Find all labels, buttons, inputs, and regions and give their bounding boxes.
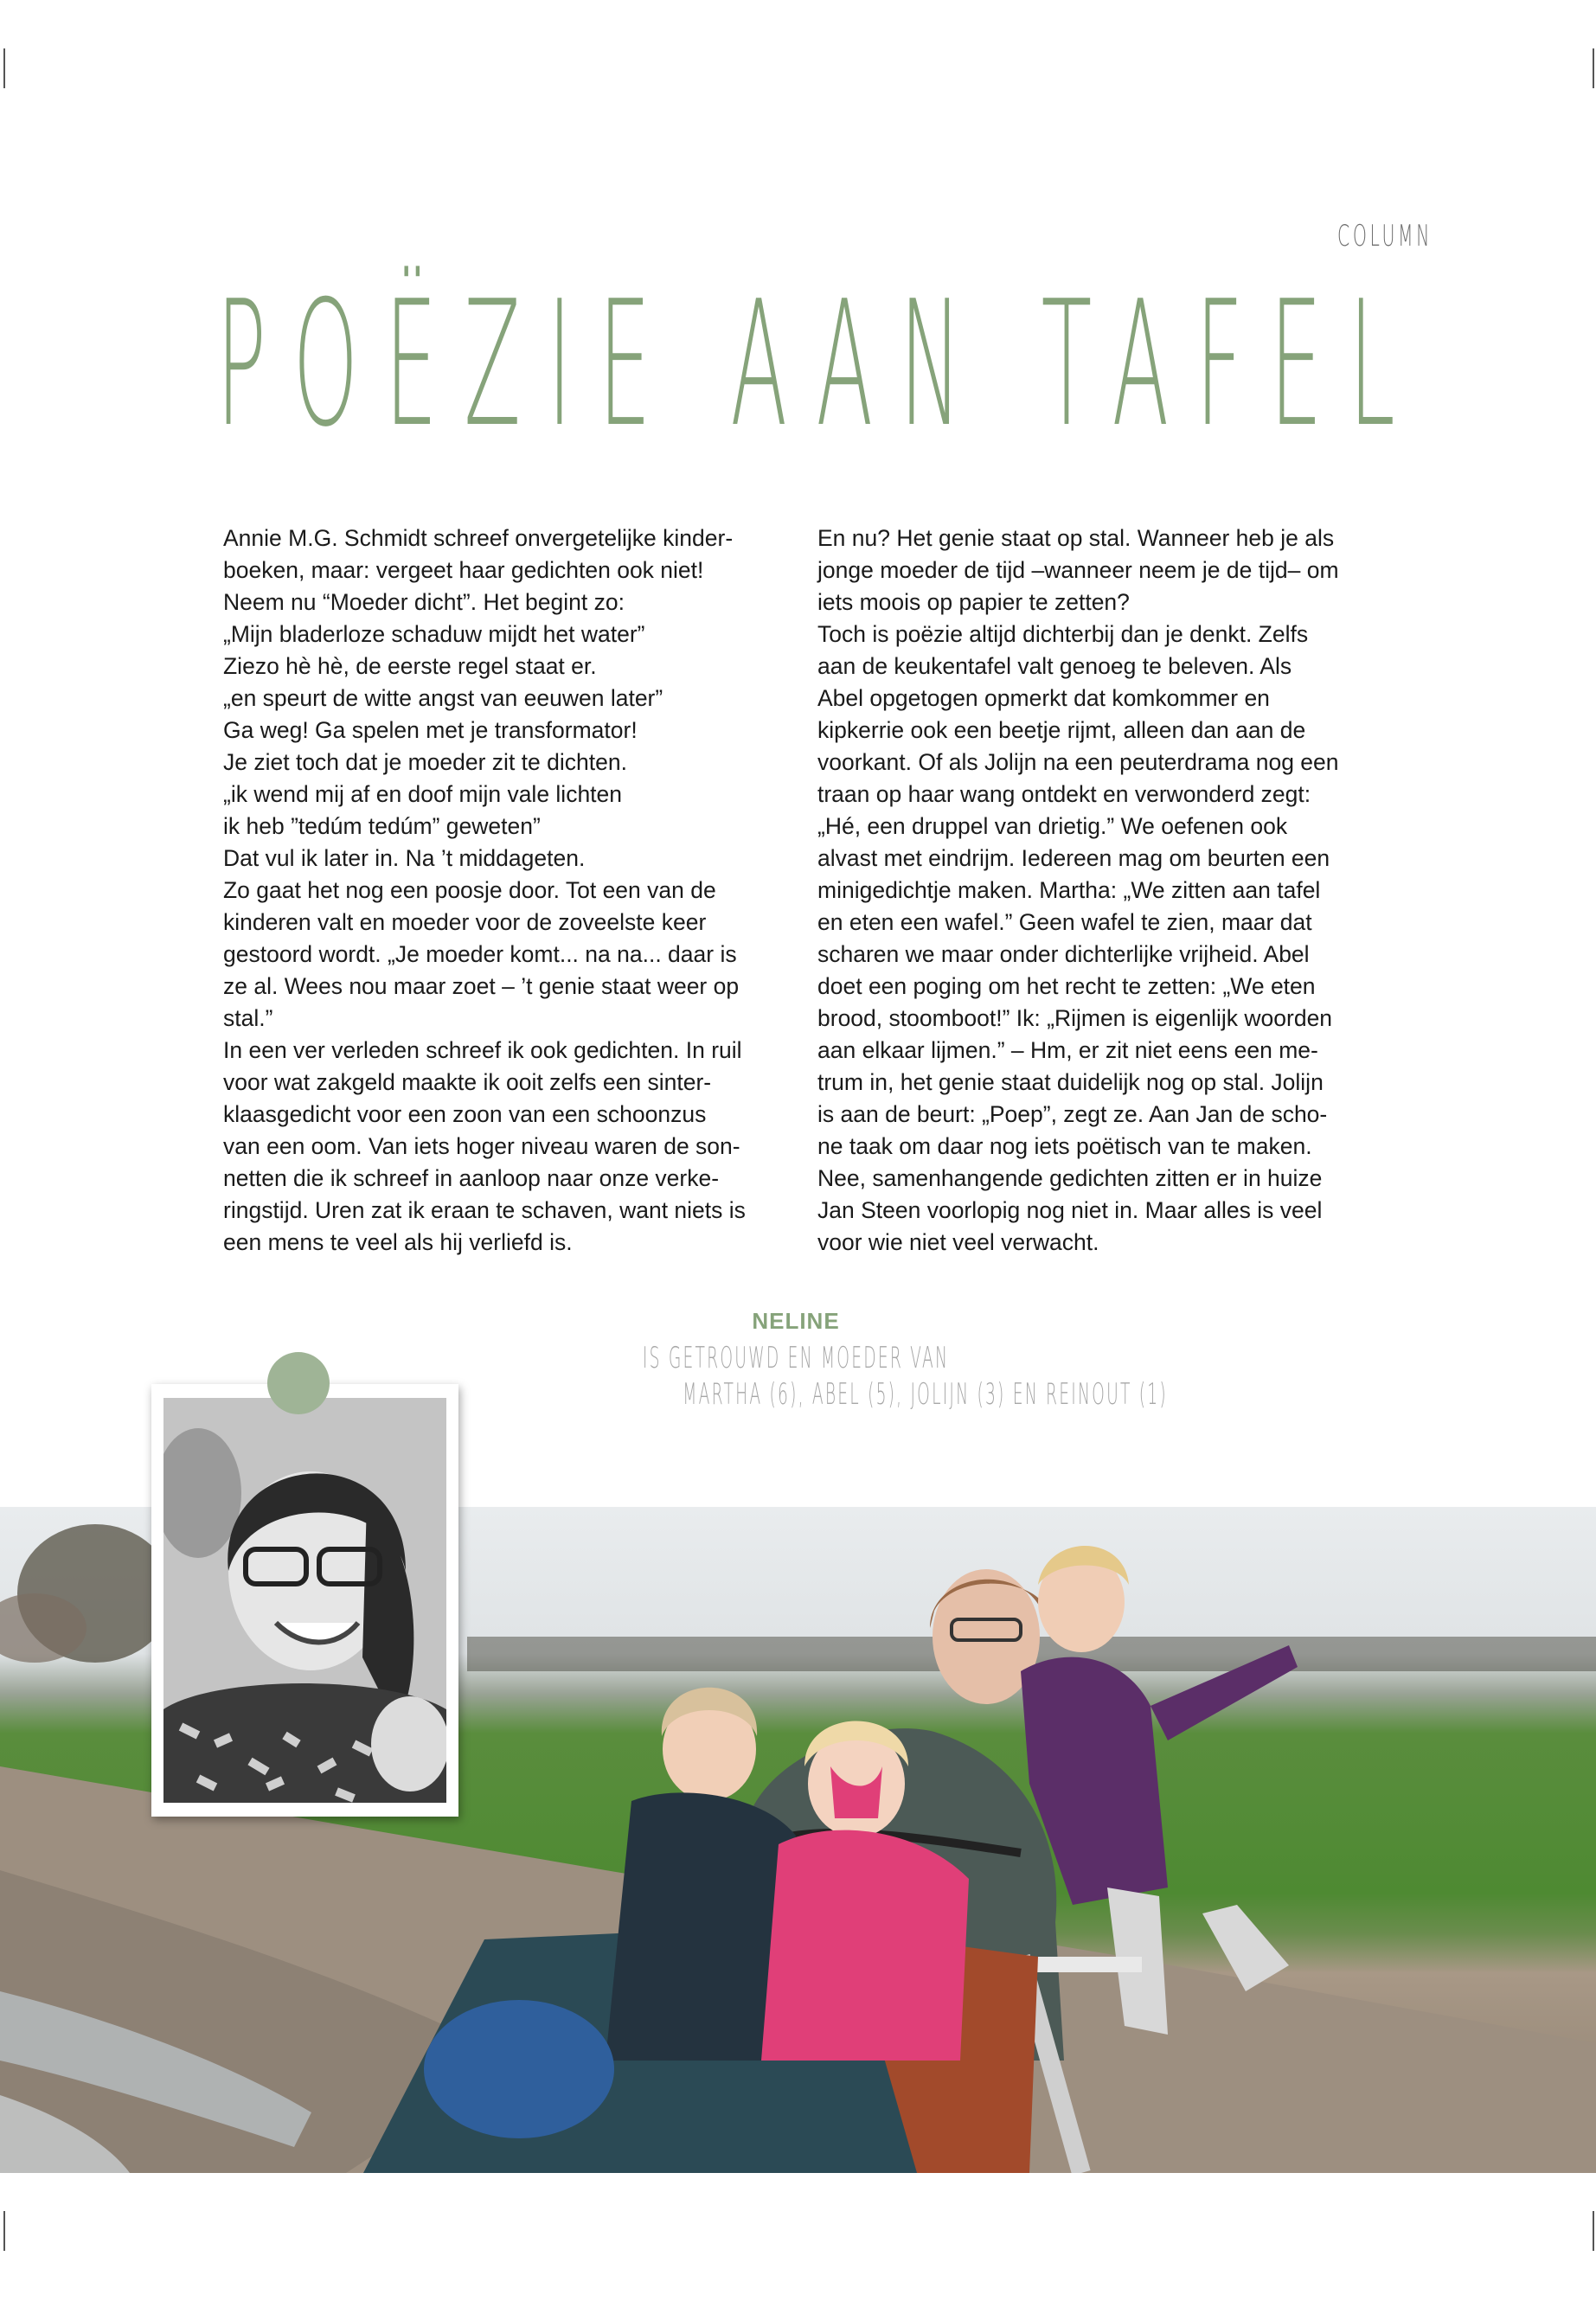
text-line: Ziezo hè hè, de eerste regel staat er. <box>223 653 597 679</box>
text-line: een mens te veel als hij verliefd is. <box>223 1229 573 1255</box>
text-line: stal.” <box>223 1005 273 1031</box>
crop-mark-top-left <box>3 48 5 88</box>
text-line: Zo gaat het nog een poosje door. Tot een van de <box>223 877 716 903</box>
text-line: trum in, het genie staat duidelijk nog op stal. Jolijn <box>817 1069 1324 1095</box>
text-line: aan de keukentafel valt genoeg te beleven. Als <box>817 653 1292 679</box>
author-bio-line-1 <box>484 1341 1107 1375</box>
text-line: „Mijn bladerloze schaduw mijdt het water” <box>223 621 645 647</box>
text-line: iets moois op papier te zetten? <box>817 589 1130 615</box>
text-line: minigedichtje maken. Martha: „We zitten aan tafel <box>817 877 1321 903</box>
text-line: Annie M.G. Schmidt schreef onvergetelijke kinder- <box>223 525 734 551</box>
text-line: klaasgedicht voor een zoon van een schoonzus <box>223 1101 707 1127</box>
text-line: ne taak om daar nog iets poëtisch van te maken. <box>817 1133 1312 1159</box>
article-column-2 <box>817 522 1388 1259</box>
author-portrait-frame <box>151 1384 458 1817</box>
text-line: is aan de beurt: „Poep”, zegt ze. Aan Jan de scho- <box>817 1101 1328 1127</box>
text-line: voor wie niet veel verwacht. <box>817 1229 1099 1255</box>
text-line: voor wat zakgeld maakte ik ooit zelfs een sinter- <box>223 1069 712 1095</box>
pin-dot <box>267 1352 330 1414</box>
text-line: kipkerrie ook een beetje rijmt, alleen dan aan de <box>817 717 1306 743</box>
author-portrait <box>163 1398 446 1803</box>
text-line: kinderen valt en moeder voor de zoveelste keer <box>223 909 707 935</box>
text-line: jonge moeder de tijd –wanneer neem je de tijd– om <box>817 557 1339 583</box>
text-line: aan elkaar lijmen.” – Hm, er zit niet eens een me- <box>817 1037 1318 1063</box>
text-line: En nu? Het genie staat op stal. Wanneer heb je als <box>817 525 1335 551</box>
text-line: „Hé, een druppel van drietig.” We oefenen ook <box>817 813 1288 839</box>
text-line: netten die ik schreef in aanloop naar onze verke- <box>223 1165 720 1191</box>
text-line: ze al. Wees nou maar zoet – ’t genie staat weer op <box>223 973 740 999</box>
text-line: Neem nu “Moeder dicht”. Het begint zo: <box>223 589 625 615</box>
text-line: In een ver verleden schreef ik ook gedichten. In ruil <box>223 1037 742 1063</box>
text-line: ringstijd. Uren zat ik eraan te schaven, want niets is <box>223 1197 746 1223</box>
text-line: ik heb ”tedúm tedúm” geweten” <box>223 813 541 839</box>
author-bio-line-1-text: IS GETROUWD EN MOEDER VAN <box>642 1341 950 1375</box>
crop-mark-bottom-right <box>1593 2211 1594 2251</box>
text-line: Je ziet toch dat je moeder zit te dichten. <box>223 749 627 775</box>
text-line: brood, stoomboot!” Ik: „Rijmen is eigenlijk woorden <box>817 1005 1333 1031</box>
text-line: en eten een wafel.” Geen wafel te zien, maar dat <box>817 909 1312 935</box>
text-line: „ik wend mij af en doof mijn vale lichten <box>223 781 623 807</box>
crop-mark-bottom-left <box>3 2211 5 2251</box>
text-line: voorkant. Of als Jolijn na een peuterdrama nog een <box>817 749 1339 775</box>
author-bio-line-2 <box>484 1377 1168 1412</box>
text-line: Abel opgetogen opmerkt dat komkommer en <box>817 685 1270 711</box>
article-column-1 <box>223 522 794 1259</box>
text-line: van een oom. Van iets hoger niveau waren de son- <box>223 1133 740 1159</box>
text-line: traan op haar wang ontdekt en verwonderd zegt: <box>817 781 1311 807</box>
text-line: Jan Steen voorlopig nog niet in. Maar alles is veel <box>817 1197 1323 1223</box>
text-line: Ga weg! Ga spelen met je transformator! <box>223 717 638 743</box>
author-portrait-illustration <box>163 1398 446 1803</box>
text-line: gestoord wordt. „Je moeder komt... na na... daar is <box>223 941 737 967</box>
crop-mark-top-right <box>1593 48 1594 88</box>
text-line: Dat vul ik later in. Na ’t middageten. <box>223 845 586 871</box>
text-line: alvast met eindrijm. Iedereen mag om beurten een <box>817 845 1330 871</box>
author-bio-line-2-text: MARTHA (6), ABEL (5), JOLIJN (3) EN REINOUT (1) <box>683 1377 1168 1412</box>
text-line: Nee, samenhangende gedichten zitten er in huize <box>817 1165 1323 1191</box>
text-line: Toch is poëzie altijd dichterbij dan je denkt. Zelfs <box>817 621 1309 647</box>
text-line: scharen we maar onder dichterlijke vrijheid. Abel <box>817 941 1310 967</box>
text-line: doet een poging om het recht te zetten: „We eten <box>817 973 1316 999</box>
article-title: POËZIE AAN TAFEL <box>216 264 1422 465</box>
text-line: „en speurt de witte angst van eeuwen later” <box>223 685 663 711</box>
text-line: boeken, maar: vergeet haar gedichten ook niet! <box>223 557 704 583</box>
author-name: NELINE <box>752 1308 840 1334</box>
section-label: COLUMN <box>1337 219 1433 253</box>
